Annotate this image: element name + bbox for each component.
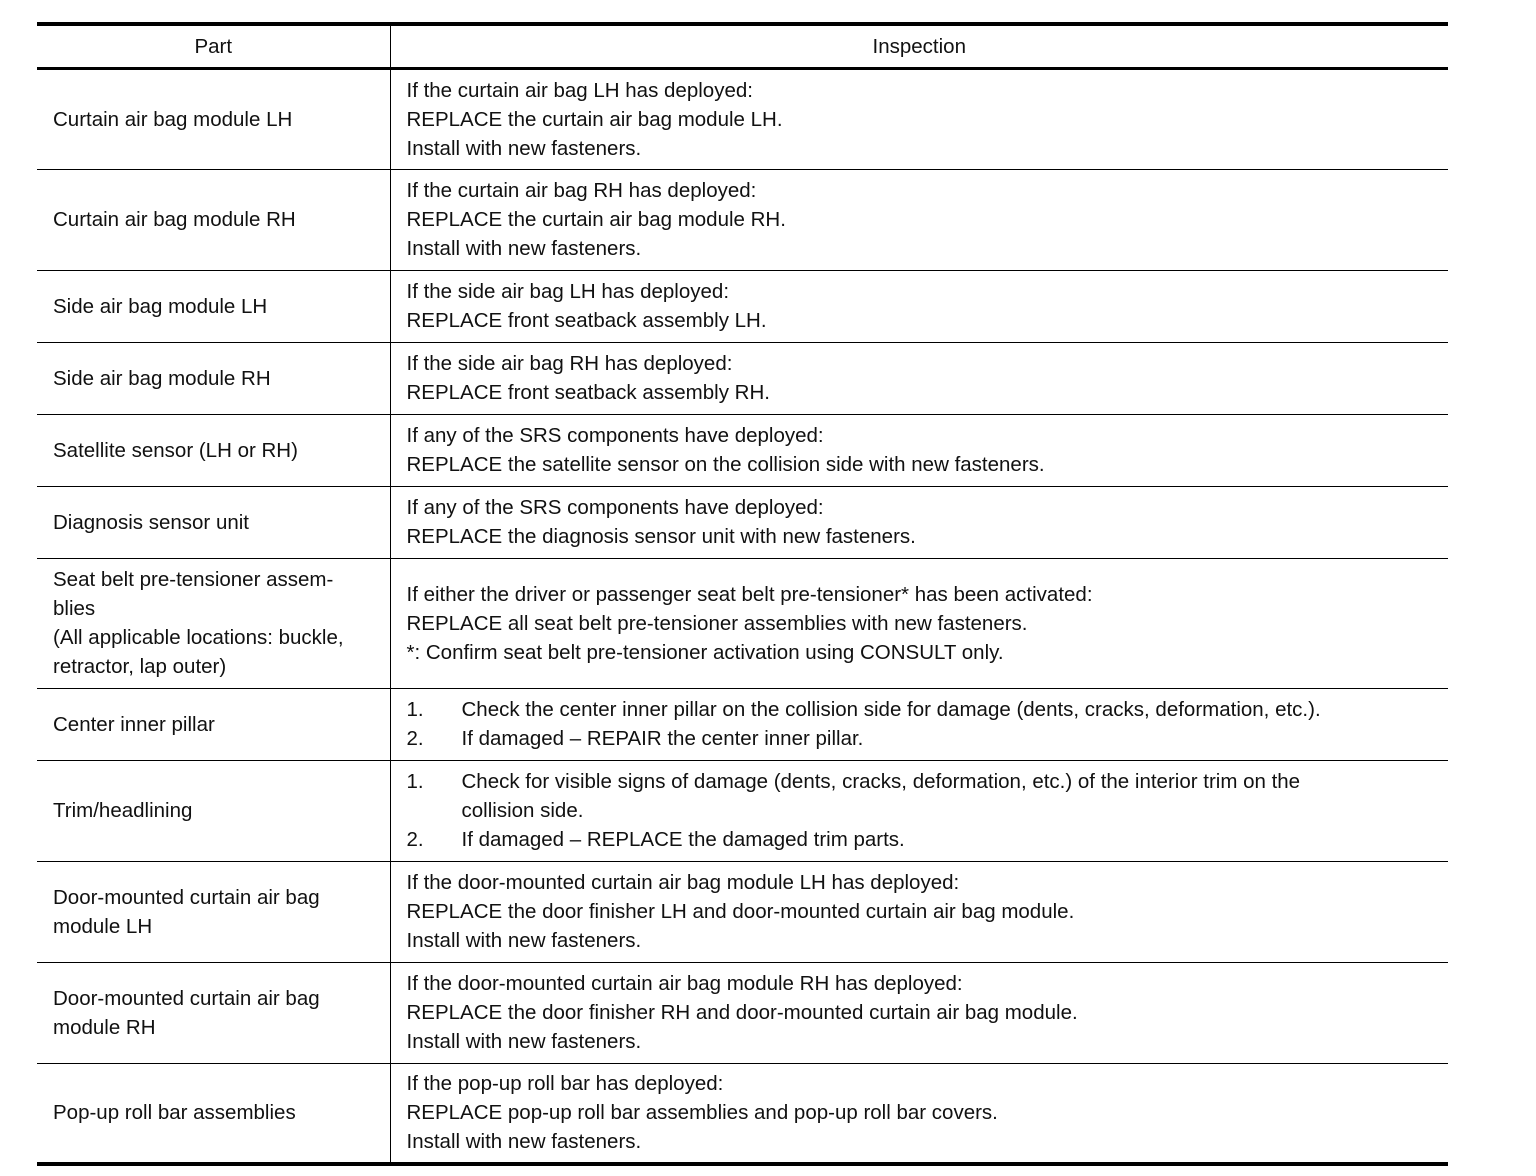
inspection-cell — [390, 270, 1448, 342]
inspection-text: If the side air bag LH has deployed: — [406, 280, 730, 303]
step-text — [462, 825, 1435, 854]
part-text: Center inner pillar — [53, 712, 215, 736]
inspection-text: If either the driver or passenger seat belt pre-tensioner* has been activated: — [406, 582, 1093, 606]
part-text: Curtain air bag module RH — [53, 208, 296, 231]
table-row — [37, 558, 1448, 688]
inspection-text: REPLACE front seatback assembly LH. — [406, 309, 767, 332]
part-text: Pop-up roll bar assemblies — [53, 1101, 296, 1125]
inspection-text: If the side air bag RH has deployed: — [406, 352, 733, 375]
inspection-text: If the door-mounted curtain air bag module LH has deployed: — [406, 871, 960, 894]
part-cell — [37, 688, 390, 760]
inspection-cell — [390, 558, 1448, 688]
part-text: Side air bag module LH — [53, 294, 268, 318]
step-text-line: If damaged – REPAIR the center inner pillar. — [461, 727, 864, 750]
inspection-text: If the door-mounted curtain air bag module RH has deployed: — [406, 972, 963, 995]
part-cell — [37, 486, 390, 558]
part-cell — [37, 342, 390, 414]
inspection-cell — [390, 68, 1448, 169]
header-row — [37, 24, 1448, 68]
inspection-cell — [390, 962, 1448, 1063]
step-text — [462, 724, 1435, 753]
table-row — [37, 342, 1448, 414]
inspection-text: If the pop-up roll bar has deployed: — [406, 1072, 724, 1096]
inspection-text: REPLACE front seatback assembly RH. — [406, 381, 770, 404]
inspection-cell — [390, 414, 1448, 486]
inspection-cell — [390, 688, 1448, 760]
step-text-line: Check for visible signs of damage (dents, cracks, deformation, etc.) of the interior trim on the — [461, 770, 1301, 793]
step-text — [462, 695, 1435, 724]
part-text: Diagnosis sensor unit — [53, 510, 249, 534]
part-text: Side air bag module RH — [53, 366, 271, 390]
part-text: Door-mounted curtain air bag — [53, 986, 320, 1010]
part-cell — [37, 169, 390, 270]
part-cell — [37, 1063, 390, 1164]
step-number: 1. — [406, 698, 424, 721]
step-text-line: collision side. — [461, 799, 584, 822]
inspection-table — [37, 22, 1448, 1166]
part-text: blies — [53, 597, 96, 620]
table-header — [37, 24, 1448, 68]
part-cell — [37, 760, 390, 861]
part-text: retractor, lap outer) — [53, 655, 227, 678]
part-text: module RH — [53, 1015, 156, 1039]
inspection-text: Install with new fasteners. — [406, 237, 642, 260]
step-text — [462, 767, 1435, 825]
header-part: Part — [37, 24, 390, 68]
inspection-text: REPLACE the diagnosis sensor unit with new fasteners. — [406, 525, 916, 548]
step-number: 2. — [406, 828, 424, 851]
inspection-cell — [390, 760, 1448, 861]
table-row — [37, 68, 1448, 169]
step-number: 2. — [406, 727, 424, 750]
inspection-text: Install with new fasteners. — [406, 1130, 642, 1154]
part-text: Curtain air bag module LH — [53, 107, 293, 131]
inspection-text: REPLACE the door finisher RH and door-mounted curtain air bag module. — [406, 1001, 1078, 1024]
inspection-cell — [390, 342, 1448, 414]
inspection-text: Install with new fasteners. — [406, 136, 642, 160]
inspection-text: If the curtain air bag LH has deployed: — [406, 78, 753, 102]
step-number: 1. — [406, 770, 424, 793]
header-inspection: Inspection — [390, 24, 1448, 68]
part-text: (All applicable locations: buckle, — [53, 626, 344, 649]
inspection-step — [407, 825, 1435, 854]
table-body — [37, 68, 1448, 1164]
part-cell — [37, 414, 390, 486]
inspection-step — [407, 724, 1435, 753]
table-row — [37, 486, 1448, 558]
inspection-text: If the curtain air bag RH has deployed: — [406, 179, 757, 202]
inspection-text: Install with new fasteners. — [406, 1030, 642, 1053]
inspection-cell — [390, 169, 1448, 270]
inspection-text: REPLACE the curtain air bag module RH. — [406, 208, 786, 231]
table-row — [37, 760, 1448, 861]
part-cell — [37, 558, 390, 688]
part-cell — [37, 68, 390, 169]
table-row — [37, 962, 1448, 1063]
part-cell — [37, 861, 390, 962]
inspection-text: If any of the SRS components have deployed: — [406, 496, 824, 519]
part-cell — [37, 962, 390, 1063]
part-text: module LH — [53, 914, 153, 938]
inspection-cell — [390, 486, 1448, 558]
inspection-step — [407, 695, 1435, 724]
part-text: Trim/headlining — [53, 799, 193, 822]
inspection-cell — [390, 861, 1448, 962]
step-text-line: Check the center inner pillar on the collision side for damage (dents, cracks, deformation, etc.). — [461, 698, 1321, 721]
inspection-text: REPLACE all seat belt pre-tensioner assemblies with new fasteners. — [406, 611, 1028, 635]
part-text: Satellite sensor (LH or RH) — [53, 438, 298, 462]
inspection-text: REPLACE pop-up roll bar assemblies and pop-up roll bar covers. — [406, 1101, 998, 1125]
inspection-text: REPLACE the curtain air bag module LH. — [406, 107, 783, 131]
table-row — [37, 688, 1448, 760]
inspection-text: REPLACE the satellite sensor on the collision side with new fasteners. — [406, 453, 1045, 476]
table-row — [37, 414, 1448, 486]
part-text: Door-mounted curtain air bag — [53, 885, 320, 909]
table-row — [37, 169, 1448, 270]
inspection-text: *: Confirm seat belt pre-tensioner activation using CONSULT only. — [406, 640, 1004, 664]
inspection-text: Install with new fasteners. — [406, 929, 642, 952]
inspection-cell — [390, 1063, 1448, 1164]
inspection-text: REPLACE the door finisher LH and door-mounted curtain air bag module. — [406, 900, 1075, 923]
inspection-step — [407, 767, 1435, 825]
table-row — [37, 1063, 1448, 1164]
part-text: Seat belt pre-tensioner assem- — [53, 568, 334, 591]
part-cell — [37, 270, 390, 342]
step-text-line: If damaged – REPLACE the damaged trim parts. — [461, 828, 905, 851]
inspection-text: If any of the SRS components have deployed: — [406, 424, 824, 447]
table-row — [37, 270, 1448, 342]
table-row — [37, 861, 1448, 962]
